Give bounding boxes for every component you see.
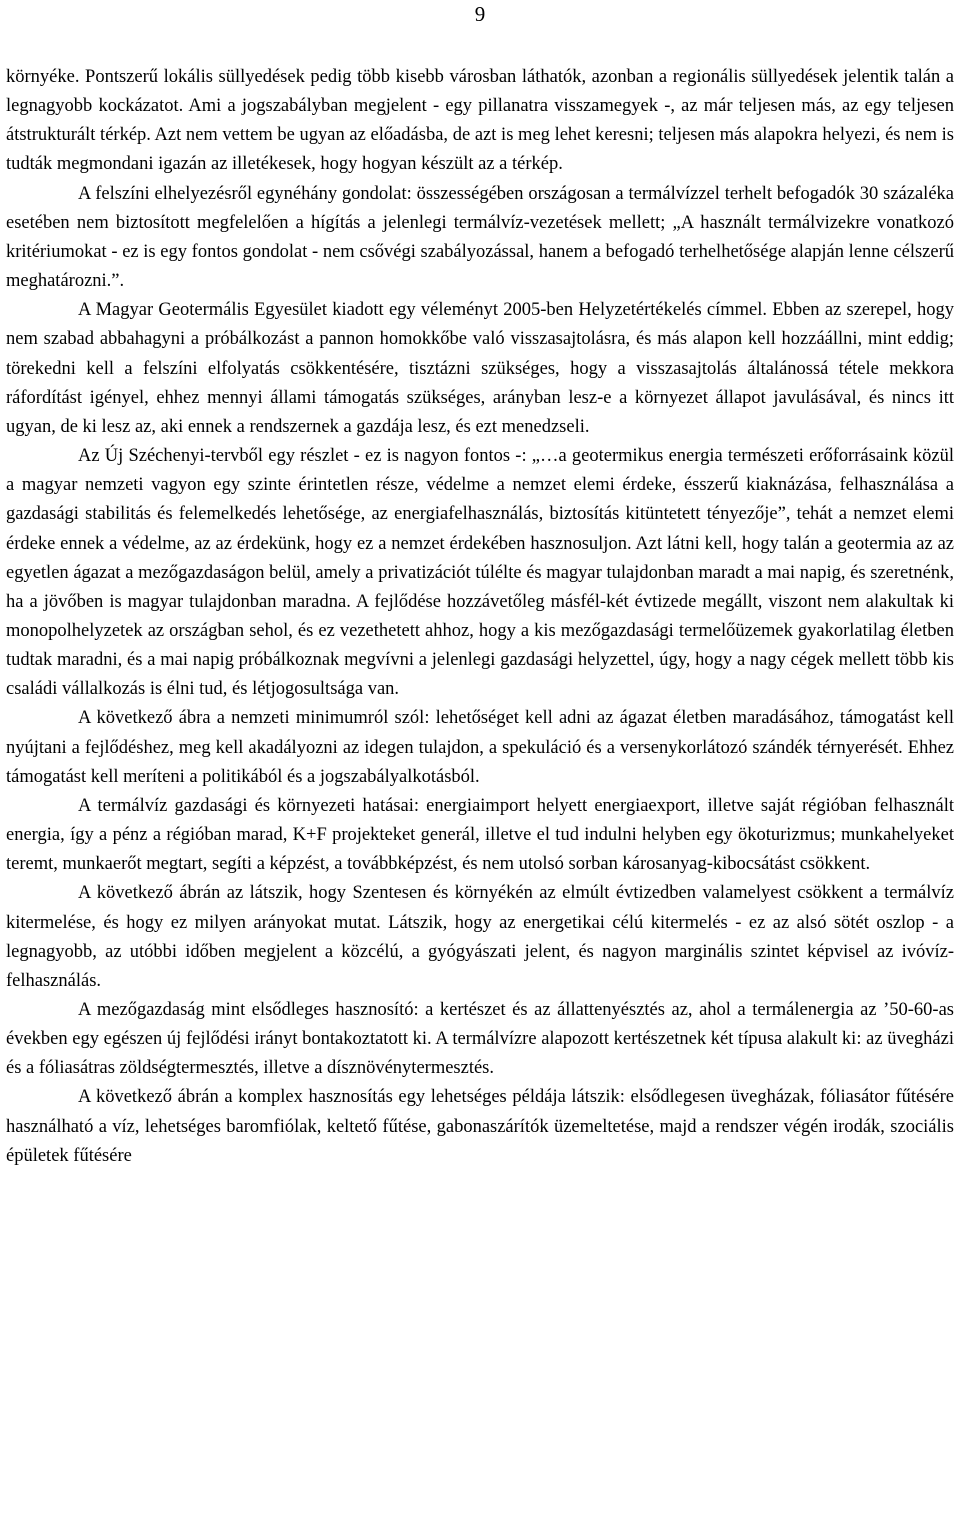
paragraph-5: A következő ábra a nemzeti minimumról szól: lehetőséget kell adni az ágazat életben maradásához, támogatást kell nyújtani a fejlődéshez, meg kell akadályozni az idegen tulajdon, a spekuláció és a versenykorlátozó szándék térnyerését. Ehhez támogatást kell meríteni a politikából és a jogszabályalkotásból. [6,708,954,787]
page-number: 9 [474,2,486,26]
paragraph-2: A felszíni elhelyezésről egynéhány gondolat: összességében országosan a termálvízzel terhelt befogadók 30 százaléka esetében nem biztosított megfelelően a hígítás a jelenlegi termálvíz-vezetések mellett; „A használt termálvizekre vonatkozó kritériumokat - ez is egy fontos gondolat - nem csővégi szabályozással, hanem a befogadó terhelhetősége alapján lenne célszerű meghatározni.”. [6,183,954,292]
paragraph-9: A következő ábrán a komplex hasznosítás egy lehetséges példája látszik: elsődlegesen üvegházak, fóliasátor fűtésére használható a víz, lehetséges baromfiólak, keltető fűtése, gabonaszárítók üzemeltetése, majd a rendszer végén irodák, szociális épületek fűtésére [6,1087,954,1166]
paragraph-6: A termálvíz gazdasági és környezeti hatásai: energiaimport helyett energiaexport, illetve saját régióban felhasznált energia, így a pénz a régióban marad, K+F projekteket generál, illetve el tud indulni helyben egy ökoturizmus; munkahelyeket teremt, munkaerőt megtart, segíti a képzést, a továbbképzést, és nem utolsó sorban károsanyag-kibocsátást csökkent. [6,795,954,875]
paragraph-4: Az Új Széchenyi-tervből egy részlet - ez is nagyon fontos -: „…a geotermikus energia természeti erőforrásaink közül a magyar nemzeti vagyon egy szinte érintetlen része, védelme a nemzet elemi érdeke, ésszerű kiaknázása, felhasználása a gazdasági stabilitás és felemelkedés lehetősége, az energiafelhasználás, biztosítás kitüntetett tényezője”, tehát a nemzet elemi érdeke ennek a védelme, az az érdekünk, hogy ez a nemzet érdekében hasznosuljon. Azt látni kell, hogy talán a geotermia az az egyetlen ágazat a mezőgazdaságon belül, amely a privatizációt túlélte és magyar tulajdonban maradt a mai napig, és szeretnénk, ha a jövőben is magyar tulajdonban maradna. A fejlődése hozzávetőleg másfél-két évtizede megállt, viszont nem alakultak ki monopolhelyzetek az országban sehol, és ez vezethetett ahhoz, hogy a kis mezőgazdasági termelőüzemek gyakorlatilag életben tudtak maradni, és a mai napig próbálkoznak megvívni a jelenlegi gazdasági helyzettel, úgy, hogy a nagy cégek mellett több kis családi vállalkozás is élni tud, és létjogosultsága van. [6,446,954,700]
paragraph-3: A Magyar Geotermális Egyesület kiadott egy véleményt 2005-ben Helyzetértékelés címmel. Ebben az szerepel, hogy nem szabad abbahagyni a próbálkozást a pannon homokkőbe való visszasajtolásra, és más alapon kell hozzáállni, mint eddig; törekedni kell a felszíni elfolyatás csökkentésére, tisztázni szükséges, hogy a visszasajtolás általánossá tétele mekkora ráfordítást igényel, ehhez mennyi állami támogatás szükséges, arányban lesz-e a környezet állapot javulásával, és nincs itt ugyan, de ki lesz az, aki ennek a rendszernek a gazdája lesz, és ezt menedzseli. [6,300,954,437]
document-body [6,63,954,1171]
paragraph-7: A következő ábrán az látszik, hogy Szentesen és környékén az elmúlt évtizedben valamelyest csökkent a termálvíz kitermelése, és hogy ez milyen arányokat mutat. Látszik, hogy az energetikai célú kitermelés - ez az alsó sötét oszlop - a legnagyobb, az utóbbi időben megjelent a közcélú, a gyógyászati jelent, és nagyon marginális szintet képvisel az ivóvíz-felhasználás. [6,883,954,991]
paragraph-8: A mezőgazdaság mint elsődleges hasznosító: a kertészet és az állattenyésztés az, ahol a termálenergia az ’50-60-as években egy egészen új fejlődési irányt bontakoztatott ki. A termálvízre alapozott kertészetnek két típusa alakult ki: az üvegházi és a fóliasátras zöldségtermesztés, illetve a dísznövénytermesztés. [6,1000,954,1079]
paragraph-1: környéke. Pontszerű lokális süllyedések pedig több kisebb városban láthatók, azonban a regionális süllyedések jelentik talán a legnagyobb kockázatot. Ami a jogszabályban megjelent - egy pillanatra visszamegyek -, az már teljesen más, az egy teljesen átstrukturált térkép. Azt nem vettem be ugyan az előadásba, de azt is meg lehet keresni; teljesen más alapokra helyezi, és nem is tudták megmondani igazán az illetékesek, hogy hogyan készült az a térkép. [6,67,954,175]
